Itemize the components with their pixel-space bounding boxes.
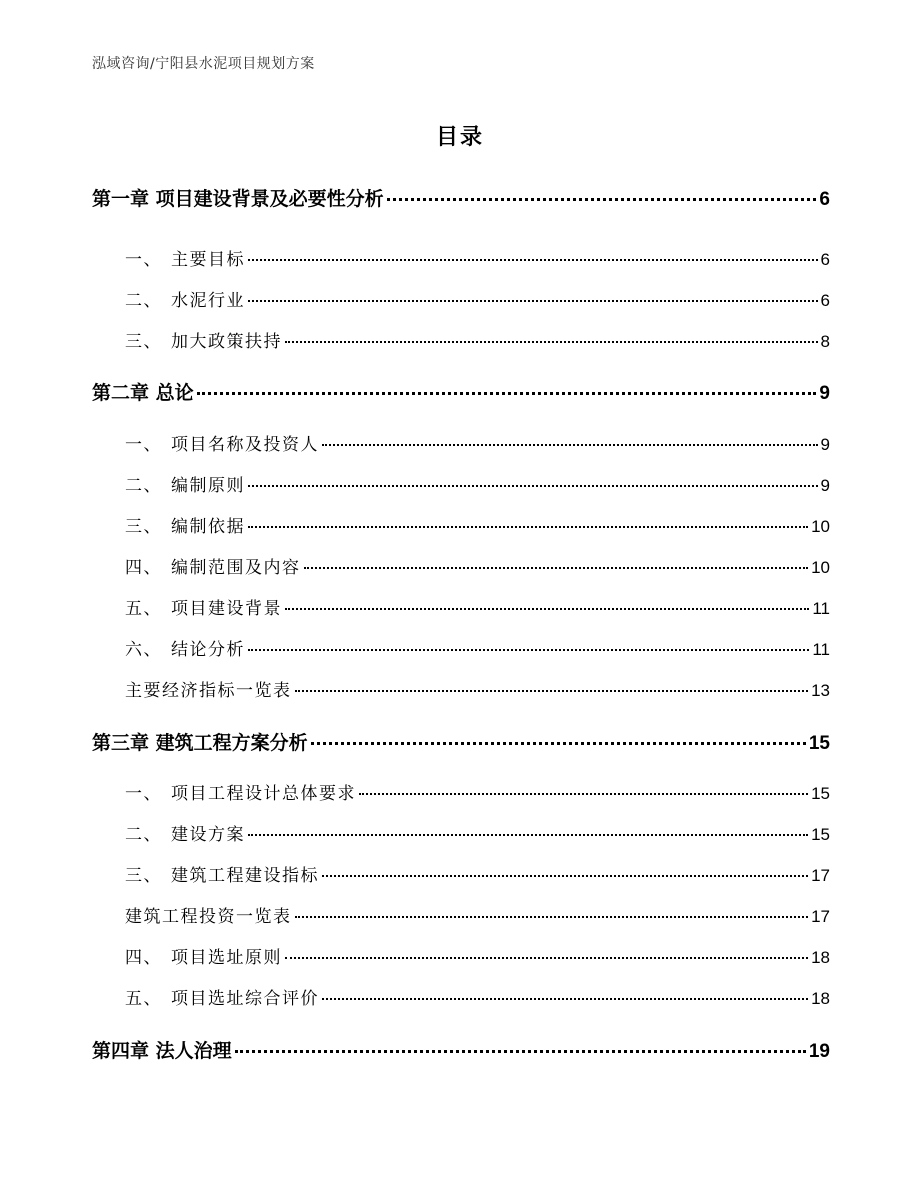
- toc-dot-leader: [311, 742, 806, 745]
- toc-entry-text: 项目名称及投资人: [171, 435, 319, 455]
- toc-section-entry[interactable]: [125, 635, 830, 660]
- toc-section-entry[interactable]: [125, 984, 830, 1009]
- toc-entry-text: 项目选址原则: [171, 948, 282, 968]
- toc-dot-leader: [248, 485, 818, 487]
- toc-dot-leader: [322, 875, 808, 877]
- toc-dot-leader: [387, 198, 817, 201]
- toc-dot-leader: [197, 392, 817, 395]
- toc-section-entry[interactable]: [125, 861, 830, 886]
- toc-entry-label: [125, 902, 292, 927]
- toc-entry-label: [125, 861, 319, 886]
- toc-entry-text: 编制原则: [171, 476, 245, 496]
- toc-dot-leader: [285, 957, 808, 959]
- toc-chapter-entry[interactable]: [92, 728, 830, 755]
- toc-dot-leader: [248, 526, 808, 528]
- toc-section-entry[interactable]: [125, 820, 830, 845]
- toc-entry-text: 项目建设背景: [171, 599, 282, 619]
- toc-entry-text: 项目选址综合评价: [171, 989, 319, 1009]
- toc-dot-leader: [235, 1050, 806, 1053]
- toc-entry-number: 一、: [125, 250, 162, 270]
- toc-entry-label: [125, 471, 245, 496]
- toc-dot-leader: [295, 916, 809, 918]
- toc-entry-label: [125, 820, 245, 845]
- toc-dot-leader: [285, 608, 809, 610]
- toc-dot-leader: [295, 690, 809, 692]
- toc-page-number: 9: [819, 383, 830, 404]
- toc-section-entry[interactable]: [125, 553, 830, 578]
- toc-entry-text: 第三章 建筑工程方案分析: [92, 732, 308, 754]
- toc-dot-leader: [248, 259, 818, 261]
- toc-entry-number: 二、: [125, 291, 162, 311]
- toc-section-entry[interactable]: [125, 779, 830, 804]
- toc-entry-label: [92, 1036, 232, 1063]
- toc-entry-label: [125, 512, 245, 537]
- toc-page-number: 17: [811, 907, 830, 926]
- toc-entry-label: [125, 594, 282, 619]
- toc-entry-number: 三、: [125, 517, 162, 537]
- toc-entry-label: [92, 378, 194, 405]
- toc-section-entry[interactable]: [125, 594, 830, 619]
- toc-entry-label: [92, 728, 308, 755]
- toc-entry-number: 六、: [125, 640, 162, 660]
- running-header: 泓域咨询/宁阳县水泥项目规划方案: [92, 56, 315, 72]
- toc-entry-text: 结论分析: [171, 640, 245, 660]
- toc-page-number: 9: [820, 435, 830, 454]
- toc-entry-text: 水泥行业: [171, 291, 245, 311]
- toc-section-entry[interactable]: [125, 943, 830, 968]
- toc-page-number: 6: [819, 189, 830, 210]
- toc-dot-leader: [322, 998, 808, 1000]
- toc-chapter-entry[interactable]: [92, 1036, 830, 1063]
- toc-title: 目录: [435, 125, 484, 150]
- toc-entry-number: 三、: [125, 332, 162, 352]
- toc-section-entry[interactable]: [125, 286, 830, 311]
- toc-entry-label: [125, 943, 282, 968]
- toc-page-number: 6: [820, 250, 830, 269]
- toc-entry-label: [125, 430, 319, 455]
- toc-section-entry[interactable]: [125, 245, 830, 270]
- toc-dot-leader: [248, 649, 809, 651]
- toc-page-number: 18: [811, 948, 830, 967]
- toc-entry-label: [125, 676, 292, 701]
- toc-entry-number: 一、: [125, 435, 162, 455]
- toc-dot-leader: [285, 341, 818, 343]
- toc-entry-number: 二、: [125, 825, 162, 845]
- toc-entry-label: [125, 553, 301, 578]
- toc-chapter-entry[interactable]: [92, 184, 830, 211]
- toc-entry-number: 四、: [125, 558, 162, 578]
- toc-entry-text: 加大政策扶持: [171, 332, 282, 352]
- toc-entry-label: [125, 327, 282, 352]
- toc-entry-text: 主要经济指标一览表: [125, 681, 292, 701]
- toc-entry-number: 五、: [125, 599, 162, 619]
- toc-entry-number: 三、: [125, 866, 162, 886]
- toc-entry-text: 主要目标: [171, 250, 245, 270]
- toc-entry-text: 建筑工程投资一览表: [125, 907, 292, 927]
- toc-entry-number: 一、: [125, 784, 162, 804]
- toc-entry-text: 项目工程设计总体要求: [171, 784, 356, 804]
- toc-entry-label: [125, 779, 356, 804]
- toc-section-entry[interactable]: [125, 327, 830, 352]
- toc-chapter-entry[interactable]: [92, 378, 830, 405]
- toc-page-number: 15: [811, 825, 830, 844]
- toc-entry-number: 五、: [125, 989, 162, 1009]
- toc-section-entry[interactable]: [125, 902, 830, 927]
- toc-page-number: 6: [820, 291, 830, 310]
- toc-entry-text: 编制依据: [171, 517, 245, 537]
- toc-page-number: 19: [808, 1041, 830, 1062]
- toc-section-entry[interactable]: [125, 430, 830, 455]
- toc-entry-text: 建筑工程建设指标: [171, 866, 319, 886]
- toc-page-number: 10: [811, 558, 830, 577]
- toc-page-number: 11: [812, 599, 830, 618]
- toc-entry-text: 第四章 法人治理: [92, 1040, 232, 1062]
- toc-dot-leader: [304, 567, 809, 569]
- toc-page-number: 9: [820, 476, 830, 495]
- toc-dot-leader: [248, 300, 818, 302]
- toc-page-number: 13: [811, 681, 830, 700]
- toc-page-number: 10: [811, 517, 830, 536]
- toc-entry-label: [125, 984, 319, 1009]
- toc-entry-label: [125, 245, 245, 270]
- toc-dot-leader: [248, 834, 808, 836]
- toc-page-number: 17: [811, 866, 830, 885]
- toc-entry-label: [125, 286, 245, 311]
- toc-dot-leader: [359, 793, 808, 795]
- toc-entry-text: 第二章 总论: [92, 382, 194, 404]
- toc-page-number: 15: [811, 784, 830, 803]
- toc-section-entry[interactable]: [125, 676, 830, 701]
- toc-entry-text: 建设方案: [171, 825, 245, 845]
- toc-page-number: 11: [812, 640, 830, 659]
- toc-dot-leader: [322, 444, 818, 446]
- toc-page-number: 15: [808, 733, 830, 754]
- toc-section-entry[interactable]: [125, 471, 830, 496]
- toc-section-entry[interactable]: [125, 512, 830, 537]
- toc-page-number: 18: [811, 989, 830, 1008]
- toc-entry-text: 编制范围及内容: [171, 558, 301, 578]
- toc-entry-label: [92, 184, 384, 211]
- toc-entry-label: [125, 635, 245, 660]
- toc-page-number: 8: [820, 332, 830, 351]
- toc-entry-text: 第一章 项目建设背景及必要性分析: [92, 188, 384, 210]
- toc-entry-number: 二、: [125, 476, 162, 496]
- toc-entry-number: 四、: [125, 948, 162, 968]
